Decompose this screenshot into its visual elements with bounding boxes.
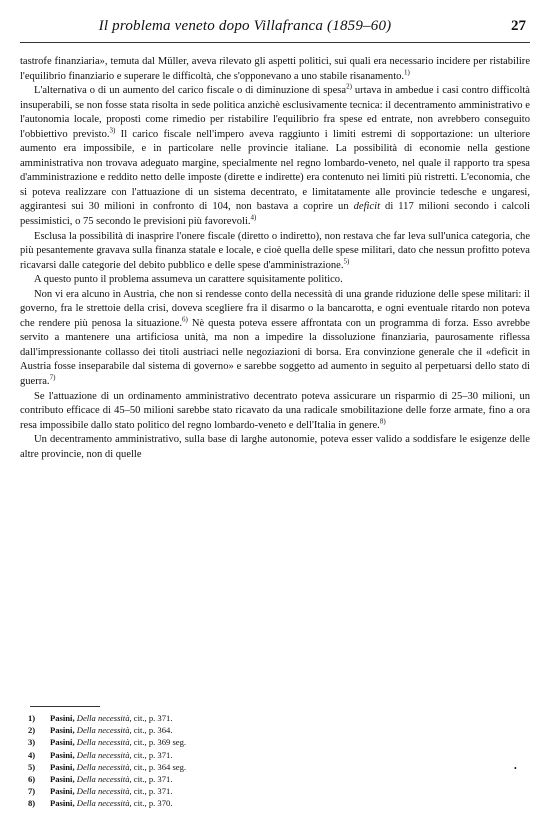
paragraph	[20, 273, 530, 288]
text-run: urtava in ambedue i casi contro difficoltà insuperabili, se non fosse stata risolta in sede politica anzichè esclusivamente tecnica: il decentramento amministrativo e l'autonomia locale, proposti come rimedio per ristabilire l'equilibrio fra spese ed entrate, non avrebbero conseguito l'obbiettivo previsto.	[20, 85, 530, 140]
running-title: Il problema veneto dopo Villafranca (1859–60)	[98, 18, 392, 34]
footnote-author: Pasini,	[50, 713, 75, 723]
paragraph	[20, 390, 530, 434]
paragraph	[20, 230, 530, 274]
text-run: A questo punto il problema assumeva un carattere squisitamente politico.	[34, 274, 343, 286]
text-run: Se l'attuazione di un ordinamento amministrativo decentrato poteva assicurare un risparmio di 25–30 milioni, un contributo efficace di 45–50 milioni sarebbe stato ricavato da una radicale smobilitazione delle forze armate, fino a ora resa impossibile dallo stato politico del regno lombardo-veneto e dell'Italia in genere.	[20, 390, 530, 431]
text-run: tastrofe finanziaria», temuta dal Müller, aveva rilevato gli aspetti politici, sui quali era necessario incidere per ristabilire l'equilibrio finanziario e superare le difficoltà, che s'opponevano a uno stabile risanamento.	[20, 56, 530, 82]
text-run: Esclusa la possibilità di inasprire l'onere fiscale (diretto o indiretto), non restava che far leva sull'unica categoria, che più pesantemente gravava sulla finanza statale e locale, e cioè quella delle spese militari, dato che nessun profitto poteva ricavarsi dalle categorie del debito pubblico e delle spese d'amministrazione.	[20, 230, 530, 271]
footnote-number: 5)	[28, 761, 36, 772]
footnote-ref: 2)	[346, 82, 352, 91]
footnote-title: Della necessità,	[76, 713, 132, 723]
footnote-number: 1)	[28, 713, 36, 723]
footnote-ref: 3)	[109, 126, 116, 135]
footnote	[28, 724, 186, 736]
footnote	[28, 797, 186, 809]
footnote-ref: 1)	[404, 68, 410, 77]
footnote-rule	[30, 706, 100, 707]
footnote-ref: 6)	[182, 315, 188, 324]
paragraph	[20, 84, 530, 229]
footnote-ref: 5)	[343, 257, 350, 266]
footnote-author: Pasini,	[50, 798, 75, 809]
footnote-title: Della necessità,	[76, 725, 132, 736]
footnote-number: 8)	[28, 798, 36, 809]
footnote-number: 6)	[28, 774, 36, 785]
footnote-title: Della necessità,	[76, 749, 132, 760]
footnote-number: 3)	[28, 737, 36, 748]
footnote-title: Della necessità,	[76, 737, 132, 748]
footnote-ref-text: cit., p. 371.	[133, 786, 173, 797]
footnote-ref-text: cit., p. 369 seg.	[133, 737, 187, 748]
paragraph	[20, 433, 530, 462]
text-run: Un decentramento amministrativo, sulla base di larghe autonomie, poteva esser valido a soddisfare le esigenze delle altre provincie, non di quelle	[20, 434, 530, 460]
footnote-ref: 8)	[379, 417, 386, 426]
footnote-ref: 7)	[49, 373, 56, 382]
footnote-title: Della necessità,	[76, 761, 132, 772]
footnote-author: Pasini,	[50, 761, 75, 772]
footnote-author: Pasini,	[50, 786, 75, 797]
footnote-title: Della necessità,	[76, 786, 132, 797]
paragraph	[20, 288, 530, 390]
footnote-number: 2)	[28, 725, 36, 736]
footnote	[28, 749, 186, 761]
header-rule	[20, 42, 530, 43]
footnote	[28, 736, 186, 748]
footnote-ref-text: cit., p. 364.	[133, 725, 173, 736]
footnote-number: 4)	[28, 749, 36, 760]
footnote-author: Pasini,	[50, 737, 75, 748]
footnote-author: Pasini,	[50, 749, 75, 760]
page-number: 27	[511, 18, 526, 34]
footnotes	[28, 712, 186, 810]
footnote-author: Pasini,	[50, 774, 75, 785]
text-run: di 117 milioni secondo i calcoli pessimistici, o 75 secondo le previsioni più favorevoli.	[20, 201, 530, 228]
text-run: Nè questa poteva essere affrontata con un programma di forza. Esso avrebbe servito a mantenere una artificiosa unità, ma non a impedire la dissoluzione finanziaria, paurosamente riflessa dall'impressionante collasso dei titoli austriaci nelle negoziazioni di borsa. Era convinzione generale che il «deficit in Austria fosse inseparabile dal sistema di governo» e sarebbe soggetto ad aumento in seguito al perpetuarsi dello stato di guerra.	[20, 317, 530, 388]
footnote-title: Della necessità,	[76, 774, 132, 785]
footnote	[28, 761, 186, 773]
footnote	[28, 785, 186, 797]
footnote-title: Della necessità,	[76, 798, 132, 809]
footnote	[28, 773, 186, 785]
italic-term: deficit	[353, 201, 380, 213]
footnote-ref-text: cit., p. 370.	[133, 798, 173, 809]
body-text	[20, 55, 530, 462]
footnote-author: Pasini,	[50, 725, 75, 736]
margin-mark: •	[514, 764, 517, 773]
footnote-ref-text: cit., p. 364 seg.	[133, 761, 187, 772]
footnote-ref-text: cit., p. 371.	[133, 774, 173, 785]
footnote-ref-text: cit., p. 371.	[133, 713, 173, 723]
footnote-ref: 4)	[250, 213, 257, 222]
text-run: Il carico fiscale nell'impero aveva raggiunto i limiti estremi di sopportazione: un ulteriore aumento era impossibile, e in particolare nelle provincie italiane. La possibilità di economie nella gestione amministrativa non trovava adeguato margine, specialmente nel regno lombardo-veneto, nel quale il rapporto tra spesa d'amministrazione e reddito netto delle imposte (dirette e indirette) era contenuto nei limiti più ristretti. L'economia, che si poteva realizzare con l'attuazione di un sistema decentrato, e limitatamente alle provincie tedesche e ungaresi, aggirantesi sui 30 milioni in confronto di 104, non bastava a coprire un	[20, 128, 531, 213]
footnote-ref-text: cit., p. 371.	[133, 749, 173, 760]
text-run: Non vi era alcuno in Austria, che non si rendesse conto della necessità di una grande riduzione delle spese militari: il governo, fra le strettoie della crisi, doveva scegliere fra il disarmo o la bancarotta, e ogni eventuale ritardo non poteva che rendere più penosa la situazione.	[20, 288, 530, 329]
footnote	[28, 712, 186, 724]
footnote-number: 7)	[28, 786, 36, 797]
page-header	[20, 18, 530, 40]
paragraph	[20, 55, 530, 84]
text-run: L'alternativa o di un aumento del carico fiscale o di diminuzione di spesa	[34, 85, 347, 97]
